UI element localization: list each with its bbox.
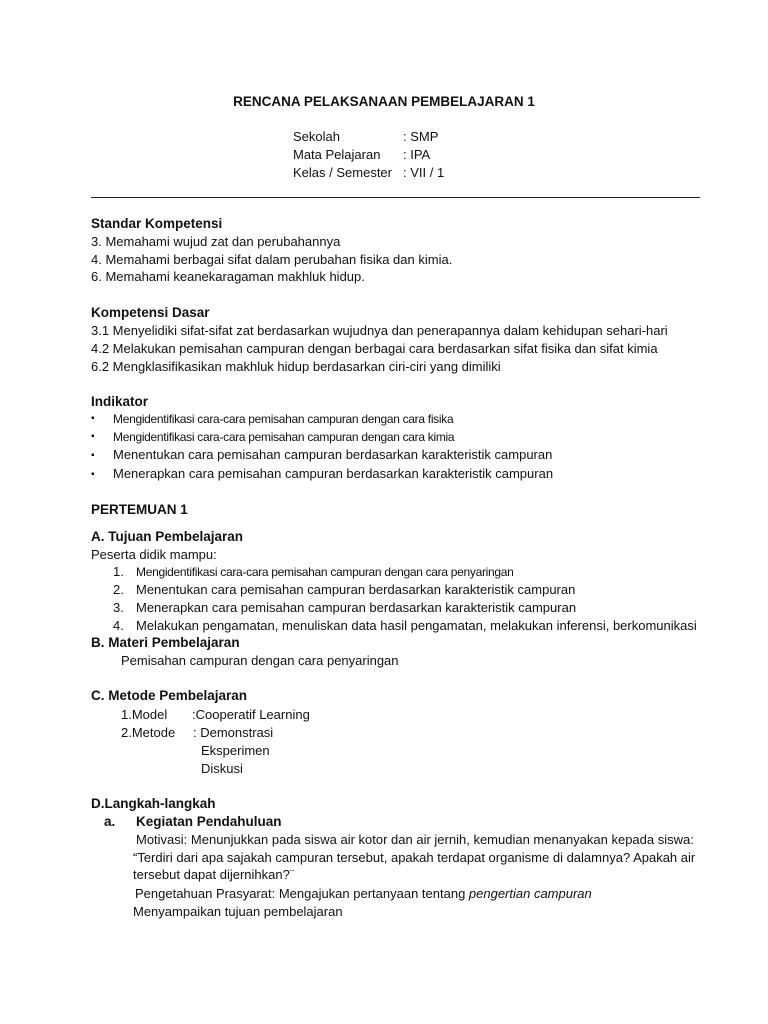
motivasi-line: tersebut dapat dijernihkan?¨ bbox=[133, 867, 295, 882]
indikator-item: Mengidentifikasi cara-cara pemisahan campuran dengan cara fisika bbox=[113, 412, 454, 426]
tujuan-heading: A. Tujuan Pembelajaran bbox=[91, 529, 244, 544]
metode-label: 2.Metode bbox=[121, 725, 176, 740]
indikator-heading: Indikator bbox=[91, 394, 149, 409]
meta-value-kelas: : VII / 1 bbox=[403, 165, 445, 180]
indikator-item: Mengidentifikasi cara-cara pemisahan campuran dengan cara kimia bbox=[113, 430, 455, 444]
tujuan-item: Menerapkan cara pemisahan campuran berdasarkan karakteristik campuran bbox=[136, 600, 577, 615]
metode-value: : Demonstrasi bbox=[193, 725, 274, 740]
tujuan-item: Menentukan cara pemisahan campuran berdasarkan karakteristik campuran bbox=[136, 582, 576, 597]
tujuan-number: 4. bbox=[113, 618, 124, 633]
model-value: :Cooperatif Learning bbox=[192, 707, 310, 722]
langkah-heading: D.Langkah-langkah bbox=[91, 796, 216, 811]
motivasi-line: Motivasi: Menunjukkan pada siswa air kotor dan air jernih, kemudian menanyakan kepada siswa: bbox=[136, 832, 694, 847]
metode-heading: C. Metode Pembelajaran bbox=[91, 688, 248, 703]
langkah-sub-title: Kegiatan Pendahuluan bbox=[136, 814, 282, 829]
tujuan-line: Menyampaikan tujuan pembelajaran bbox=[133, 904, 343, 919]
model-label: 1.Model bbox=[121, 707, 168, 722]
tujuan-intro: Peserta didik mampu: bbox=[91, 547, 217, 562]
bullet-icon: ▪ bbox=[91, 431, 95, 442]
materi-heading: B. Materi Pembelajaran bbox=[91, 635, 240, 650]
meta-label-mapel: Mata Pelajaran bbox=[293, 147, 381, 162]
kompetensi-item: 4.2 Melakukan pemisahan campuran dengan berbagai cara berdasarkan sifat fisika dan sifat kimia bbox=[91, 341, 658, 356]
prasyarat-line bbox=[135, 885, 592, 903]
tujuan-number: 2. bbox=[113, 582, 124, 597]
header-divider bbox=[91, 197, 700, 198]
materi-text: Pemisahan campuran dengan cara penyaringan bbox=[121, 653, 399, 668]
tujuan-number: 3. bbox=[113, 600, 124, 615]
meta-label-sekolah: Sekolah bbox=[293, 129, 340, 144]
meta-value-mapel: : IPA bbox=[403, 147, 431, 162]
standar-item: 6. Memahami keanekaragaman makhluk hidup. bbox=[91, 269, 365, 284]
bullet-icon: ▪ bbox=[91, 469, 95, 480]
prasyarat-emphasis: pengertian campuran bbox=[468, 886, 592, 901]
standar-item: 4. Memahami berbagai sifat dalam perubahan fisika dan kimia. bbox=[91, 252, 453, 267]
langkah-sub-marker: a. bbox=[104, 814, 116, 829]
indikator-item: Menentukan cara pemisahan campuran berdasarkan karakteristik campuran bbox=[113, 447, 553, 462]
bullet-icon: ▪ bbox=[91, 450, 95, 461]
motivasi-line: “Terdiri dari apa sajakah campuran tersebut, apakah terdapat organisme di dalamnya? Apakah air bbox=[133, 850, 696, 865]
tujuan-item: Melakukan pengamatan, menuliskan data hasil pengamatan, melakukan inferensi, berkomunikasi bbox=[136, 618, 697, 633]
meta-value-sekolah: : SMP bbox=[403, 129, 439, 144]
tujuan-number: 1. bbox=[113, 564, 124, 579]
kompetensi-heading: Kompetensi Dasar bbox=[91, 305, 210, 320]
pertemuan-heading: PERTEMUAN 1 bbox=[91, 502, 188, 517]
kompetensi-item: 3.1 Menyelidiki sifat-sifat zat berdasarkan wujudnya dan penerapannya dalam kehidupan sehari-hari bbox=[91, 323, 668, 338]
indikator-item: Menerapkan cara pemisahan campuran berdasarkan karakteristik campuran bbox=[113, 466, 554, 481]
bullet-icon: ▪ bbox=[91, 413, 95, 424]
kompetensi-item: 6.2 Mengklasifikasikan makhluk hidup berdasarkan ciri-ciri yang dimiliki bbox=[91, 359, 501, 374]
tujuan-item: Mengidentifikasi cara-cara pemisahan campuran dengan cara penyaringan bbox=[136, 565, 514, 579]
document-title: RENCANA PELAKSANAAN PEMBELAJARAN 1 bbox=[233, 94, 535, 109]
prasyarat-prefix: Pengetahuan Prasyarat: Mengajukan pertanyaan tentang bbox=[135, 886, 469, 901]
meta-label-kelas: Kelas / Semester bbox=[293, 165, 392, 180]
standar-heading: Standar Kompetensi bbox=[91, 216, 223, 231]
metode-value: Diskusi bbox=[201, 761, 243, 776]
metode-value: Eksperimen bbox=[201, 743, 270, 758]
standar-item: 3. Memahami wujud zat dan perubahannya bbox=[91, 234, 341, 249]
